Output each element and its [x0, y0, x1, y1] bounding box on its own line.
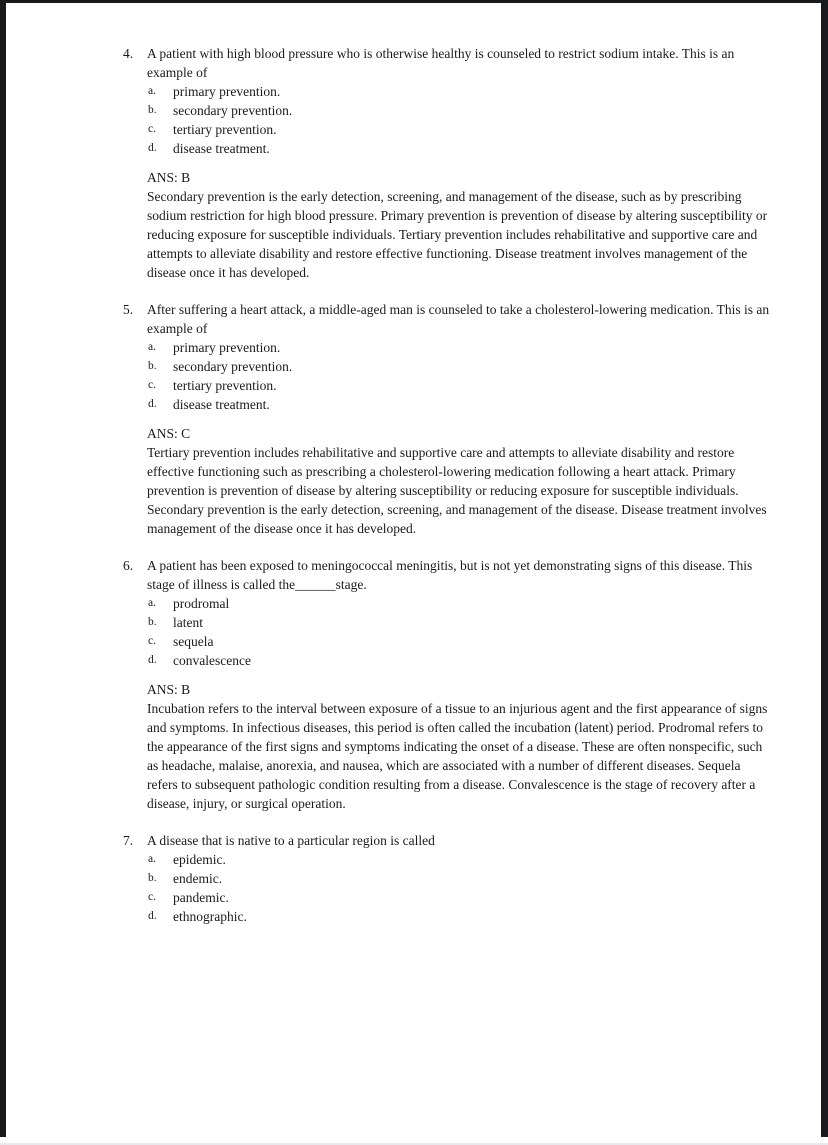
question-number: 4. [123, 46, 134, 61]
answer-option-a [148, 82, 771, 101]
option-text: pandemic. [173, 890, 229, 905]
option-letter: d. [148, 142, 157, 154]
options-list [123, 338, 771, 414]
option-text: latent [173, 615, 203, 630]
option-letter: d. [148, 910, 157, 922]
page-border-top [0, 0, 828, 3]
answer-block [147, 680, 771, 813]
page-border-left [0, 0, 6, 1137]
question-text: A disease that is native to a particular region is called [147, 833, 435, 848]
question-block-6 [123, 556, 771, 813]
option-letter: a. [148, 85, 156, 97]
option-text: sequela [173, 634, 214, 649]
answer-option-a [148, 338, 771, 357]
option-text: tertiary prevention. [173, 122, 277, 137]
answer-option-c [148, 632, 771, 651]
options-list [123, 850, 771, 926]
option-letter: d. [148, 654, 157, 666]
answer-option-b [148, 613, 771, 632]
answer-option-b [148, 869, 771, 888]
option-text: primary prevention. [173, 340, 281, 355]
option-text: tertiary prevention. [173, 378, 277, 393]
option-letter: b. [148, 104, 157, 116]
option-text: secondary prevention. [173, 359, 293, 374]
question-block-7 [123, 831, 771, 926]
option-letter: b. [148, 360, 157, 372]
option-text: epidemic. [173, 852, 226, 867]
option-text: disease treatment. [173, 141, 270, 156]
answer-rationale: Secondary prevention is the early detection, screening, and management of the disease, such as by prescribing sodium restriction for high blood pressure. Primary prevention is prevention of disease by altering susceptibility or reducing exposure for susceptible individuals. Tertiary prevention includes rehabilitative and supportive care and attempts to alleviate disability and restore effective functioning. Disease treatment involves management of the disease once it has developed. [147, 189, 768, 280]
page-border-right [821, 0, 828, 1137]
answer-label: ANS: B [147, 682, 191, 697]
answer-option-a [148, 594, 771, 613]
answer-option-d [148, 907, 771, 926]
question-row [123, 556, 771, 594]
answer-option-a [148, 850, 771, 869]
option-text: primary prevention. [173, 84, 281, 99]
question-text: After suffering a heart attack, a middle-aged man is counseled to take a cholesterol-lowering medication. This is an example of [147, 302, 770, 336]
option-text: disease treatment. [173, 397, 270, 412]
option-letter: d. [148, 398, 157, 410]
question-block-5 [123, 300, 771, 538]
question-block-4 [123, 44, 771, 282]
answer-rationale: Tertiary prevention includes rehabilitative and supportive care and attempts to alleviate disability and restore effective functioning such as prescribing a cholesterol-lowering medication following a heart attack. Primary prevention is prevention of disease by altering susceptibility or reducing exposure for susceptible individuals. Secondary prevention is the early detection, screening, and management of the disease. Disease treatment involves management of the disease once it has developed. [147, 445, 767, 536]
answer-option-d [148, 651, 771, 670]
answer-label: ANS: B [147, 170, 191, 185]
option-letter: a. [148, 597, 156, 609]
option-letter: c. [148, 379, 156, 391]
option-letter: a. [148, 853, 156, 865]
question-number: 6. [123, 558, 134, 573]
option-text: ethnographic. [173, 909, 247, 924]
option-letter: b. [148, 872, 157, 884]
answer-block [147, 168, 771, 282]
answer-label: ANS: C [147, 426, 191, 441]
option-letter: c. [148, 891, 156, 903]
answer-option-b [148, 357, 771, 376]
question-number: 5. [123, 302, 134, 317]
answer-option-d [148, 139, 771, 158]
option-text: secondary prevention. [173, 103, 293, 118]
answer-rationale: Incubation refers to the interval between exposure of a tissue to an injurious agent and the first appearance of signs and symptoms. In infectious diseases, this period is often called the incubation (latent) period. Prodromal refers to the appearance of the first signs and symptoms indicating the onset of a disease. These are often nonspecific, such as headache, malaise, anorexia, and nausea, which are associated with a number of different diseases. Sequela refers to subsequent pathologic condition resulting from a disease. Convalescence is the stage of recovery after a disease, injury, or surgical operation. [147, 701, 768, 811]
answer-option-d [148, 395, 771, 414]
answer-option-c [148, 376, 771, 395]
option-letter: c. [148, 635, 156, 647]
options-list [123, 82, 771, 158]
option-letter: c. [148, 123, 156, 135]
question-row [123, 300, 771, 338]
option-letter: b. [148, 616, 157, 628]
answer-option-c [148, 888, 771, 907]
option-text: endemic. [173, 871, 223, 886]
option-text: convalescence [173, 653, 251, 668]
question-number: 7. [123, 833, 134, 848]
question-text: A patient has been exposed to meningococcal meningitis, but is not yet demonstrating signs of this disease. This stage of illness is called the______stage. [147, 558, 753, 592]
answer-block [147, 424, 771, 538]
question-row [123, 831, 771, 850]
option-letter: a. [148, 341, 156, 353]
answer-option-c [148, 120, 771, 139]
question-row [123, 44, 771, 82]
answer-option-b [148, 101, 771, 120]
options-list [123, 594, 771, 670]
option-text: prodromal [173, 596, 230, 611]
question-text: A patient with high blood pressure who is otherwise healthy is counseled to restrict sodium intake. This is an example of [147, 46, 735, 80]
